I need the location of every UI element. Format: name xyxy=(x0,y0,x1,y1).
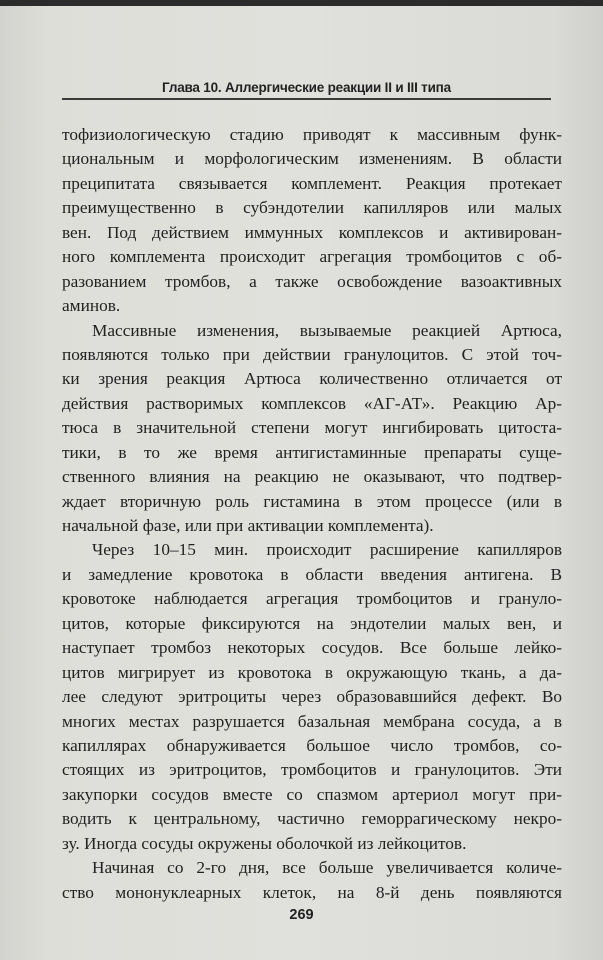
text-line: преимущественно в субэндотелии капилляров или малых xyxy=(62,198,562,218)
paragraph-1 xyxy=(62,123,562,319)
paragraph-3 xyxy=(62,538,562,856)
text-line: многих местах разрушается базальная мембрана сосуда, а в xyxy=(62,711,562,731)
text-line: действия растворимых комплексов «АГ-АТ». Реакцию Ар- xyxy=(62,393,562,413)
text-line: ки зрения реакция Артюса количественно отличается от xyxy=(62,369,562,389)
text-line: Через 10–15 мин. происходит расширение капилляров xyxy=(92,540,562,560)
paragraph-4 xyxy=(62,856,562,905)
text-line: Массивные изменения, вызываемые реакцией Артюса, xyxy=(92,320,562,340)
text-line: наступает тромбоз некоторых сосудов. Все больше лейко- xyxy=(62,638,562,658)
text-line: цитов, которые фиксируются на эндотелии малых вен, и xyxy=(62,613,562,633)
text-line: стоящих из эритроцитов, тромбоцитов и гранулоцитов. Эти xyxy=(62,760,562,780)
text-line: ство мононуклеарных клеток, на 8-й день появляются xyxy=(62,882,562,902)
page-number: 269 xyxy=(289,907,314,923)
book-page xyxy=(0,6,603,960)
text-line: кровотоке наблюдается агрегация тромбоцитов и грануло- xyxy=(62,589,562,609)
text-line: появляются только при действии гранулоцитов. С этой точ- xyxy=(62,344,562,364)
text-line: ждает вторичную роль гистамина в этом процессе (или в xyxy=(62,491,562,511)
text-line: зу. Иногда сосуды окружены оболочкой из лейкоцитов. xyxy=(62,833,467,853)
text-line: аминов. xyxy=(62,296,121,316)
text-line: капиллярах обнаруживается большое число тромбов, со- xyxy=(62,735,562,755)
text-line: водить к центральному, частично геморрагическому некро- xyxy=(62,809,562,829)
text-line: тофизиологическую стадию приводят к массивным функ- xyxy=(62,125,562,144)
text-line: начальной фазе, или при активации комплемента). xyxy=(62,516,434,535)
text-line: цитов мигрирует из кровотока в окружающую ткань, а да- xyxy=(62,662,562,682)
paragraph-2 xyxy=(62,319,562,539)
text-line: преципитата связывается комплемент. Реакция протекает xyxy=(62,173,562,193)
text-line: ственного влияния на реакцию не оказывают, что подтвер- xyxy=(62,467,562,487)
text-line: Начиная со 2-го дня, все больше увеличивается количе- xyxy=(92,858,562,878)
text-line: закупорки сосудов вместе со спазмом артериол могут при- xyxy=(62,784,562,804)
text-line: лее следуют эритроциты через образовавшийся дефект. Во xyxy=(62,687,562,707)
text-line: вен. Под действием иммунных комплексов и активирован- xyxy=(62,222,562,242)
text-line: тики, в то же время антигистаминные препараты суще- xyxy=(62,442,562,462)
text-line: тюса в значительной степени могут ингибировать цитоста- xyxy=(62,418,562,438)
text-line: и замедление кровотока в области введения антигена. В xyxy=(62,564,562,584)
text-line: ного комплемента происходит агрегация тромбоцитов с об- xyxy=(62,247,562,267)
text-line: разованием тромбов, а также освобождение вазоактивных xyxy=(62,271,562,291)
text-line: циональным и морфологическим изменениям. В области xyxy=(62,149,562,169)
running-header: Глава 10. Аллергические реакции II и III типа xyxy=(62,78,551,100)
body-text xyxy=(62,123,562,905)
